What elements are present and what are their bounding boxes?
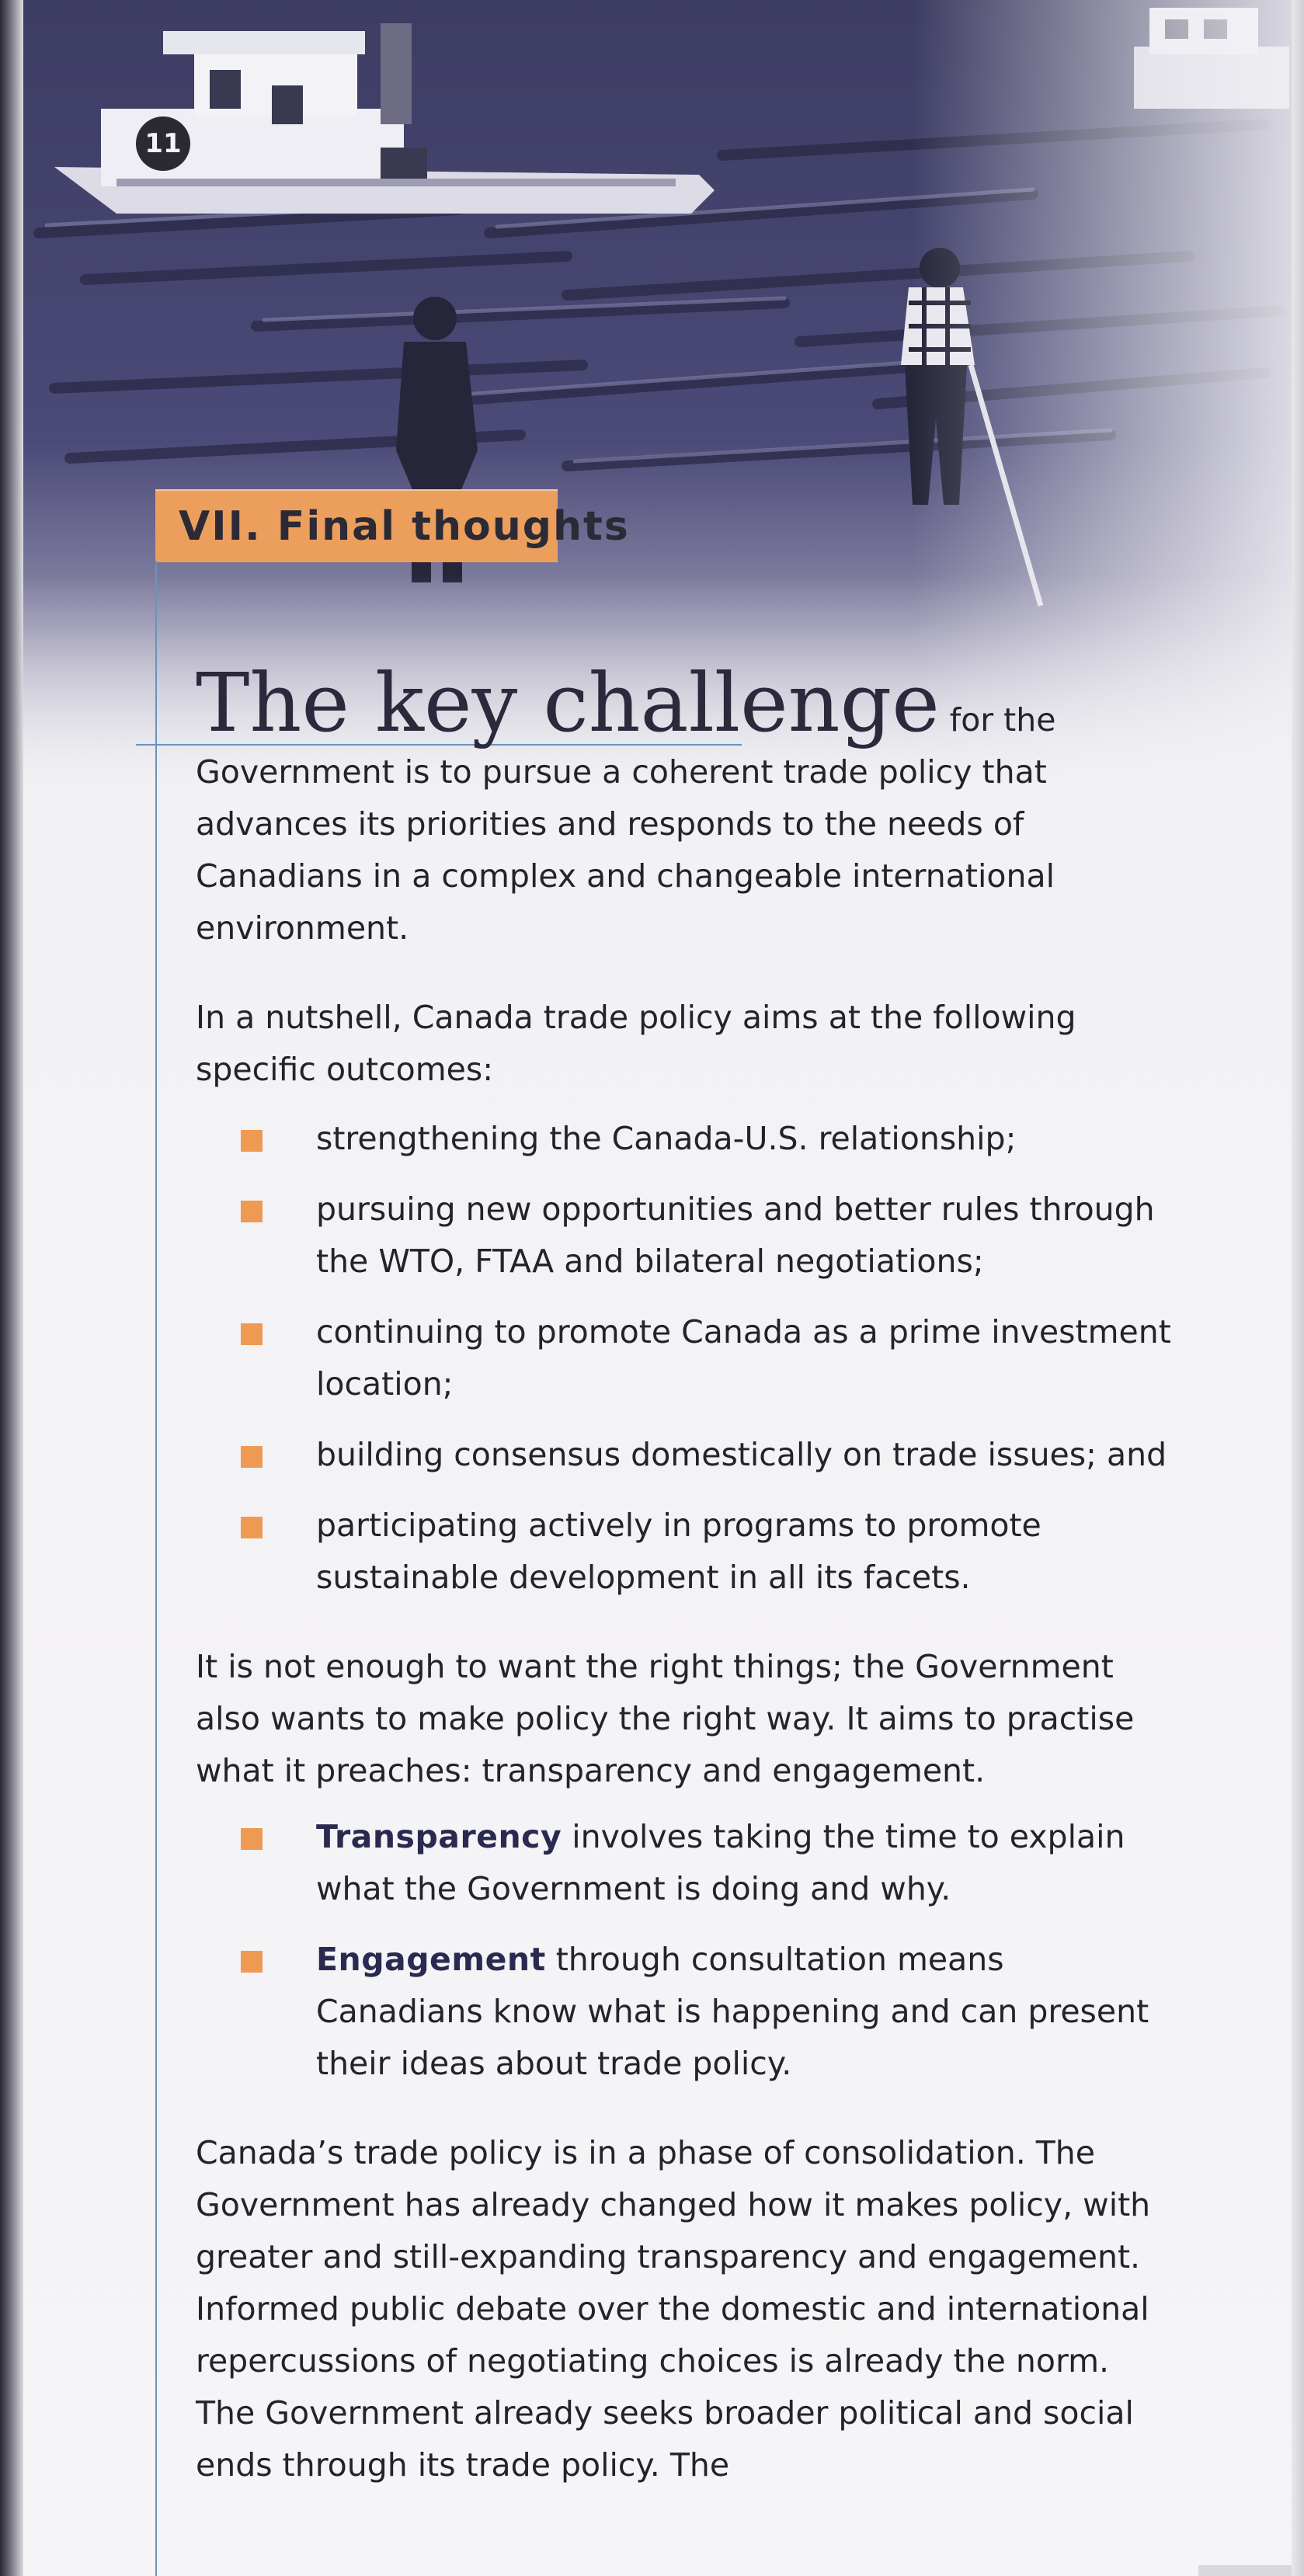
bullet-square-icon	[241, 1323, 263, 1345]
page-corner-mark	[1198, 2565, 1292, 2576]
outcomes-list	[196, 1113, 1174, 1604]
section-title: VII. Final thoughts	[179, 503, 630, 550]
article-body	[196, 652, 1174, 2491]
bullet-square-icon	[241, 1446, 263, 1468]
list-item	[196, 1811, 1174, 1915]
vertical-guide-rule	[155, 561, 157, 2576]
page-binding-edge	[0, 0, 23, 2576]
lead-drop-phrase: The key challenge	[196, 655, 940, 750]
list-item	[196, 1934, 1174, 2090]
section-heading-tab	[155, 489, 630, 562]
principle-term: Transparency	[316, 1818, 562, 1855]
page-number-badge: 11	[136, 116, 190, 171]
principle-term: Engagement	[316, 1941, 546, 1978]
principle-text: involves taking the time to explain what the Government is doing and why.	[316, 1818, 1125, 1907]
list-item: participating actively in programs to promote sustainable development in all its facets.	[196, 1500, 1174, 1604]
lead-text: for the Government is to pursue a coherent trade policy that advances its priorities and responds to the needs of Canadians in a complex and changeable international environment.	[196, 701, 1056, 947]
bullet-square-icon	[241, 1828, 263, 1850]
list-item: continuing to promote Canada as a prime investment location;	[196, 1306, 1174, 1410]
approach-paragraph: It is not enough to want the right things; the Government also wants to make policy the right way. It aims to practise what it preaches: transparency and engagement.	[196, 1648, 1135, 1789]
page-right-edge	[1292, 0, 1304, 2576]
list-item: strengthening the Canada-U.S. relationship;	[196, 1113, 1174, 1165]
bullet-square-icon	[241, 1201, 263, 1222]
outcomes-intro: In a nutshell, Canada trade policy aims at the following specific outcomes:	[196, 999, 1076, 1088]
principle-text: through consultation means Canadians know what is happening and can present their ideas about trade policy.	[316, 1941, 1149, 2082]
principles-list	[196, 1811, 1174, 2090]
list-item: building consensus domestically on trade issues; and	[196, 1429, 1174, 1481]
list-item: pursuing new opportunities and better rules through the WTO, FTAA and bilateral negotiations;	[196, 1184, 1174, 1288]
bullet-square-icon	[241, 1130, 263, 1152]
consolidation-paragraph: Canada’s trade policy is in a phase of consolidation. The Government has already changed how it makes policy, with greater and still-expanding transparency and engagement. Informed public debate over the domestic and international repercussions of negotiating choices is already the norm. The Government already seeks broader political and social ends through its trade policy. The	[196, 2134, 1151, 2484]
lead-paragraph	[196, 655, 1174, 954]
bullet-square-icon	[241, 1951, 263, 1973]
bullet-square-icon	[241, 1517, 263, 1538]
